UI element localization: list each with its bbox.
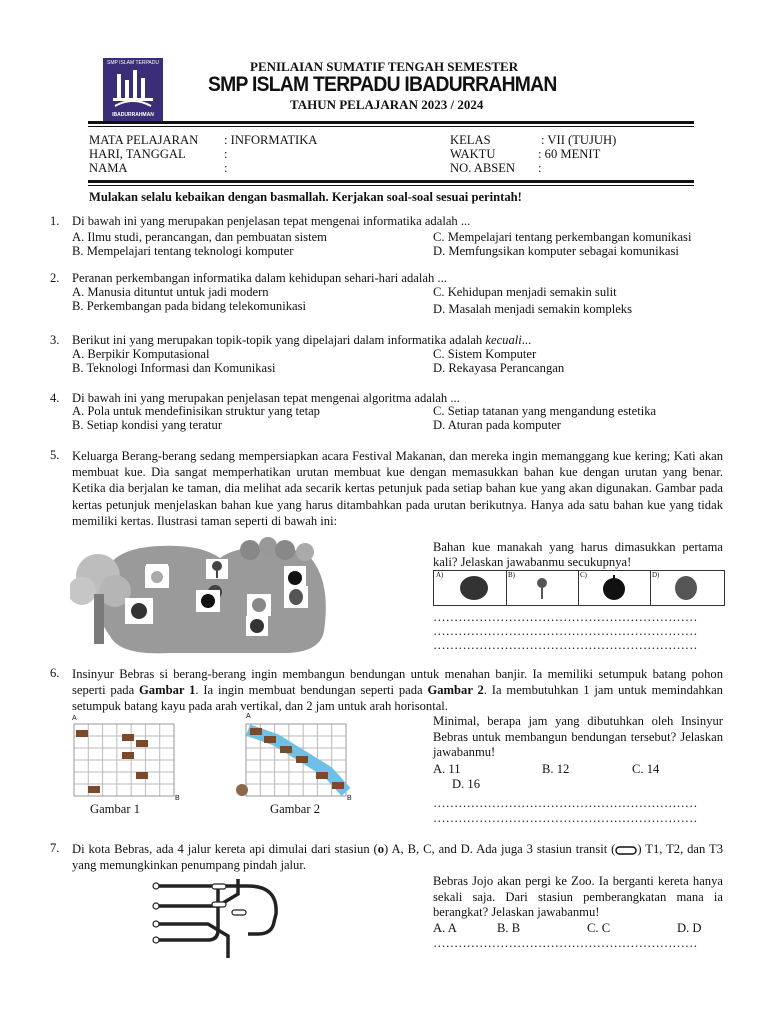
apple-icon: [603, 578, 625, 600]
school-name: SMP ISLAM TERPADU IBADURRAHMAN: [208, 73, 557, 96]
garden-illustration: [70, 536, 326, 656]
info-divider-thick: [88, 180, 694, 183]
q5-opt-a-label: A): [436, 571, 444, 579]
school-logo: [103, 58, 163, 122]
q6-question: Minimal, berapa jam yang dibutuhkan oleh Insinyur Bebras untuk membangun bendungan tersebut? Jelaskan jawabanmu!: [433, 714, 723, 759]
q7-answer-line-1[interactable]: ………………………………………………………: [433, 936, 698, 950]
raspberry-icon: [675, 576, 697, 600]
q6-option-c[interactable]: C. 14: [632, 762, 660, 776]
q7-option-b[interactable]: B. B: [497, 921, 521, 935]
label-hari: HARI, TANGGAL: [89, 147, 186, 161]
q5-opt-c-label: C): [580, 571, 587, 579]
q4-text: Di bawah ini yang merupakan penjelasan tepat mengenai algoritma adalah ...: [72, 391, 460, 405]
grid2-corner-b: B: [347, 795, 352, 802]
q1-option-d[interactable]: D. Memfungsikan komputer sebagai komunikasi: [433, 244, 679, 258]
q2-option-d[interactable]: D. Masalah menjadi semakin kompleks: [433, 302, 633, 316]
q2-option-a[interactable]: A. Manusia dituntut untuk jadi modern: [72, 285, 269, 299]
grid2-corner-a: A: [246, 713, 251, 720]
q5-option-icons: [434, 571, 724, 605]
q7-option-a[interactable]: A. A: [433, 921, 457, 935]
q6-fig1-ref: Gambar 1: [139, 683, 196, 698]
beaver-icon: [236, 784, 248, 796]
q3-option-a[interactable]: A. Berpikir Komputasional: [72, 347, 210, 361]
grid1-corner-a: A: [72, 715, 77, 722]
log-icon: [76, 730, 88, 737]
q6-answer-line-1[interactable]: ………………………………………………………: [433, 796, 698, 810]
q7-option-c[interactable]: C. C: [587, 921, 611, 935]
q3-text-main: Berikut ini yang merupakan topik-topik yang dipelajari dalam informatika adalah: [72, 333, 483, 347]
logo-top-text: SMP ISLAM TERPADU: [107, 60, 159, 66]
grid-figure-2: [236, 716, 356, 800]
q1-option-b[interactable]: B. Mempelajari tentang teknologi komputer: [72, 244, 294, 258]
label-absen: NO. ABSEN: [450, 161, 516, 175]
fig1-caption: Gambar 1: [90, 802, 141, 816]
q7-text-part2: ) A, B, C, and D. Ada juga 3 stasiun transit (: [384, 842, 616, 856]
q1-option-c[interactable]: C. Mempelajari tentang perkembangan komunikasi: [433, 230, 692, 244]
q2-option-b[interactable]: B. Perkembangan pada bidang telekomunikasi: [72, 299, 306, 313]
q3-option-d[interactable]: D. Rekayasa Perancangan: [433, 361, 565, 375]
q1-number: 1.: [50, 214, 60, 228]
grid-figure-1: [70, 716, 180, 800]
fig2-caption: Gambar 2: [270, 802, 321, 816]
q1-text: Di bawah ini yang merupakan penjelasan tepat mengenai informatika adalah ...: [72, 214, 471, 228]
q5-answer-line-3[interactable]: ………………………………………………………: [433, 638, 698, 652]
value-kelas: : VII (TUJUH): [541, 133, 617, 147]
value-mapel: : INFORMATIKA: [224, 133, 318, 147]
q6-text-part2: . Ia ingin membuat bendungan seperti pada: [195, 683, 423, 698]
q2-number: 2.: [50, 271, 60, 285]
header-divider-thick: [88, 121, 694, 124]
exam-title: PENILAIAN SUMATIF TENGAH SEMESTER: [250, 59, 519, 74]
q5-number: 5.: [50, 448, 60, 462]
grid1-corner-b: B: [175, 795, 180, 802]
q5-opt-b-label: B): [508, 571, 515, 579]
transit-station-icon: [615, 846, 637, 855]
q5-question: Bahan kue manakah yang harus dimasukkan pertama kali? Jelaskan jawabanmu secukupnya!: [433, 540, 723, 569]
q1-option-a[interactable]: A. Ilmu studi, perancangan, dan pembuatan sistem: [72, 230, 327, 244]
value-absen: :: [538, 161, 542, 175]
q5-answer-line-1[interactable]: ………………………………………………………: [433, 610, 698, 624]
q5-answer-line-2[interactable]: ………………………………………………………: [433, 624, 698, 638]
q6-fig2-ref: Gambar 2: [427, 683, 484, 698]
q4-number: 4.: [50, 391, 60, 405]
q3-number: 3.: [50, 333, 60, 347]
q7-text: [72, 841, 723, 873]
info-divider-thin: [88, 185, 694, 186]
q7-text-part3: ) T1, T2, dan T3 yang memungkinkan penumpang pindah jalur.: [72, 842, 723, 873]
value-hari: :: [224, 147, 228, 161]
q4-option-b[interactable]: B. Setiap kondisi yang teratur: [72, 418, 223, 432]
label-waktu: WAKTU: [450, 147, 496, 161]
q3-text: [72, 333, 531, 347]
q5-text: Keluarga Berang-berang sedang mempersiapkan acara Festival Makanan, dan mereka ingin memanggang kue kering; Kati akan membuat kue. Dia sangat memperhatikan urutan membuat kue dengan memasukkan bahan kue dengan urutan yang benar. Ketika dia berjalan ke taman, dia melihat ada secarik kertas petunjuk pada setiap bahan kue yang akan digunakan. Gambar pada kertas petunjuk menjelaskan bahan kue yang harus ditambahkan pada urutan berikutnya. Hanya ada satu bahan kue yang tidak memiliki kertas. Ilustrasi taman seperti di bawah ini:: [72, 449, 723, 528]
strawberry-icon: [460, 576, 488, 600]
logo-bottom-text: IBADURRAHMAN: [112, 112, 154, 119]
q7-number: 7.: [50, 841, 60, 855]
q6-text: [72, 666, 723, 715]
q2-option-c[interactable]: C. Kehidupan menjadi semakin sulit: [433, 285, 617, 299]
instruction-text: Mulakan selalu kebaikan dengan basmallah. Kerjakan soal-soal sesuai perintah!: [89, 190, 522, 204]
train-network-diagram: [148, 874, 288, 960]
q6-option-a[interactable]: A. 11: [433, 762, 461, 776]
header-divider-thin: [88, 126, 694, 127]
q6-text-part1: Insinyur Bebras si berang-berang ingin membangun bendungan untuk menahan banjir. Ia memiliki setumpuk batang pohon seperti pada: [72, 667, 723, 698]
q7-option-d[interactable]: D. D: [677, 921, 702, 935]
q6-answer-line-2[interactable]: ………………………………………………………: [433, 811, 698, 825]
flower-icon: [537, 578, 547, 588]
q6-option-b[interactable]: B. 12: [542, 762, 570, 776]
q3-text-italic: kecuali: [485, 333, 522, 347]
q4-option-c[interactable]: C. Setiap tatanan yang mengandung estetika: [433, 404, 657, 418]
academic-year: TAHUN PELAJARAN 2023 / 2024: [290, 97, 484, 112]
value-waktu: : 60 MENIT: [538, 147, 601, 161]
q3-option-c[interactable]: C. Sistem Komputer: [433, 347, 537, 361]
label-kelas: KELAS: [450, 133, 491, 147]
q7-station-symbol: o: [377, 842, 385, 856]
q6-option-d[interactable]: D. 16: [452, 777, 480, 791]
value-nama: :: [224, 161, 228, 175]
q2-text: Peranan perkembangan informatika dalam kehidupan sehari-hari adalah ...: [72, 271, 447, 285]
q3-text-end: ...: [521, 333, 532, 347]
q6-text-part3: . Ia membutuhkan 1 jam untuk memindahkan setumpuk batang kayu pada arah vertikal, dan 2 jam untuk arah horisontal.: [72, 683, 723, 714]
q7-text-part1: Di kota Bebras, ada 4 jalur kereta api dimulai dari stasiun (: [72, 842, 378, 856]
q3-option-b[interactable]: B. Teknologi Informasi dan Komunikasi: [72, 361, 276, 375]
label-nama: NAMA: [89, 161, 128, 175]
q5-opt-d-label: D): [652, 571, 660, 579]
q4-option-d[interactable]: D. Aturan pada komputer: [433, 418, 562, 432]
label-mapel: MATA PELAJARAN: [89, 133, 199, 147]
q5-options-table[interactable]: [433, 570, 725, 606]
q4-option-a[interactable]: A. Pola untuk mendefinisikan struktur yang tetap: [72, 404, 320, 418]
q6-number: 6.: [50, 666, 60, 680]
q7-question: Bebras Jojo akan pergi ke Zoo. Ia berganti kereta hanya sekali saja. Dari stasiun pemberangkatan mana ia berangkat? Jelaskan jawabanmu!: [433, 874, 723, 919]
